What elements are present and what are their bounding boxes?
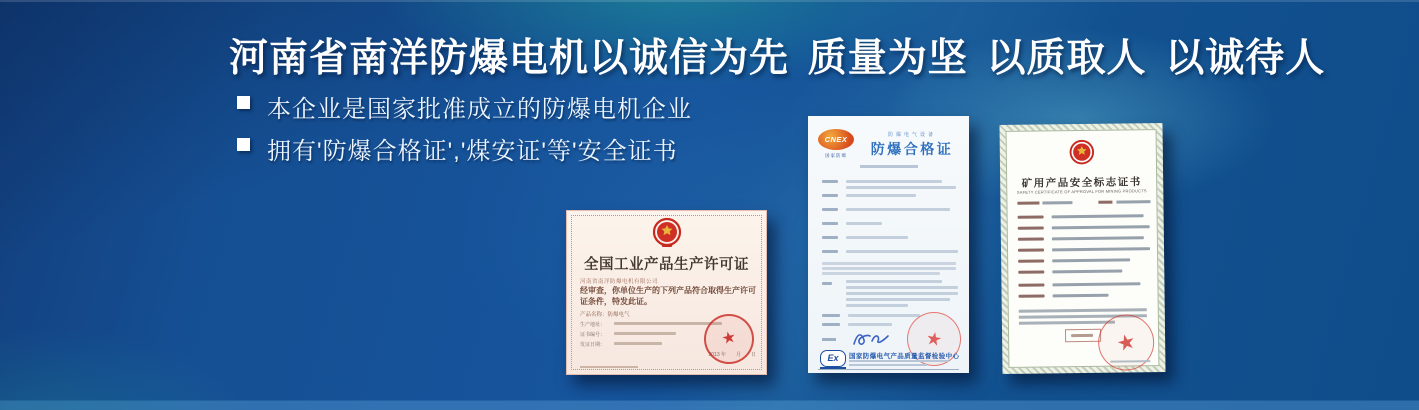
- field-value-placeholder: [846, 236, 908, 239]
- field-value-placeholder: [1052, 225, 1150, 229]
- field-label-placeholder: [822, 323, 840, 326]
- issuer-contact-placeholder: [849, 360, 949, 362]
- field-label-placeholder: [822, 236, 838, 239]
- field-label-placeholder: [1018, 270, 1044, 273]
- field-label-placeholder: [1018, 283, 1044, 286]
- note-line-placeholder: [1019, 321, 1115, 325]
- note-line-placeholder: [846, 286, 958, 289]
- field-label-placeholder: [822, 314, 840, 317]
- field-value-placeholder: [846, 194, 916, 197]
- paragraph-placeholder: [822, 262, 956, 265]
- signature-label-placeholder: [822, 338, 836, 341]
- field-value-placeholder: [1052, 270, 1122, 274]
- license-body-text: 经审查，你单位生产的下列产品符合取得生产许可证条件，特发此证。: [580, 286, 756, 307]
- ex-cert-title: 防爆合格证: [870, 143, 954, 158]
- field-value-placeholder: [1052, 247, 1150, 251]
- certificate-mining-safety: [999, 123, 1165, 374]
- field-label-placeholder: [822, 222, 838, 225]
- bullet-text: 本企业是国家批准成立的防爆电机企业: [267, 96, 692, 123]
- license-date-line: 2013 年 月 日: [708, 352, 756, 358]
- field-label-placeholder: [1018, 237, 1044, 240]
- note-line-placeholder: [846, 280, 942, 283]
- paragraph-placeholder: [822, 267, 956, 270]
- license-field-row: 证书编号：: [580, 331, 605, 338]
- national-emblem-icon: [1068, 139, 1094, 172]
- validity-value-placeholder: [1116, 200, 1150, 203]
- field-label-placeholder: [1018, 259, 1044, 262]
- field-label-placeholder: [822, 180, 838, 183]
- cnex-logo: CNEX: [818, 129, 854, 150]
- license-field-row: 生产地址：: [580, 321, 605, 328]
- license-footer-line: [580, 366, 638, 368]
- field-label-placeholder: [822, 208, 838, 211]
- note-line-placeholder: [846, 292, 958, 295]
- seal-star-icon: ★: [924, 327, 944, 351]
- field-value-placeholder: [846, 250, 958, 253]
- mining-cert-title: 矿用产品安全标志证书: [1021, 177, 1142, 190]
- issuing-authority-box: [1065, 329, 1101, 342]
- bullet-square-icon: [237, 96, 250, 109]
- license-title: 全国工业产品生产许可证: [584, 257, 749, 273]
- field-label-placeholder: [1018, 226, 1044, 229]
- seal-star-icon: ★: [1114, 328, 1139, 356]
- seal-star-icon: ★: [720, 328, 738, 349]
- banner-headline: 河南省南洋防爆电机以诚信为先 质量为坚 以质取人 以诚待人: [229, 37, 1326, 80]
- issuer-contact-placeholder: [849, 364, 927, 366]
- field-value-placeholder: [846, 208, 950, 211]
- field-label-placeholder: [1018, 248, 1044, 251]
- certificate-production-license: [566, 210, 767, 375]
- field-value-placeholder: [848, 314, 920, 317]
- note-line-placeholder: [846, 304, 908, 307]
- field-value-placeholder: [848, 323, 892, 326]
- validity-label-placeholder: [1098, 201, 1112, 204]
- issuing-authority-placeholder: [1071, 334, 1093, 337]
- field-label-placeholder: [1018, 215, 1044, 218]
- field-value-placeholder: [1052, 236, 1144, 240]
- certificate-explosion-proof: [808, 116, 969, 373]
- ex-cert-issuer: 国家防爆电气产品质量监督检验中心: [849, 353, 960, 360]
- field-value-placeholder: [1052, 258, 1130, 262]
- cert-number-label-placeholder: [1017, 202, 1039, 205]
- field-value-placeholder: [846, 222, 882, 225]
- bullet-text: 拥有'防爆合格证','煤安证'等'安全证书: [267, 138, 678, 165]
- paragraph-placeholder: [822, 272, 940, 275]
- mining-cert-inner: [1006, 129, 1160, 368]
- national-emblem-icon: [652, 217, 682, 254]
- field-label-placeholder: [822, 282, 832, 285]
- ex-mark-logo: Ex: [820, 350, 846, 367]
- ex-cert-footer-line: [818, 369, 959, 370]
- bullet-square-icon: [237, 138, 250, 151]
- ex-cert-number-placeholder: [860, 165, 918, 168]
- field-label-placeholder: [822, 250, 838, 253]
- note-line-placeholder: [846, 298, 950, 301]
- field-value-placeholder: [1053, 294, 1109, 298]
- mining-cert-red-seal: [1092, 308, 1160, 376]
- mining-cert-subtitle-en: SAFETY CERTIFICATE OF APPROVAL FOR MINING PRODUCTS: [1016, 188, 1147, 195]
- license-red-seal: [699, 309, 758, 368]
- field-value-placeholder: [1052, 282, 1140, 286]
- license-field-row: 发证日期：: [580, 341, 605, 348]
- cert-number-value-placeholder: [1042, 201, 1072, 204]
- field-label-placeholder: [822, 194, 838, 197]
- license-company: 河南省南洋防爆电机有限公司: [580, 279, 659, 285]
- field-value-placeholder: [846, 186, 956, 189]
- field-value-placeholder: [846, 180, 942, 183]
- ex-cert-device-type: 防爆电气设备: [887, 132, 936, 138]
- cnex-logo-caption: 国家防爆: [825, 153, 847, 158]
- field-label-placeholder: [1019, 294, 1045, 297]
- note-line-placeholder: [1019, 308, 1147, 312]
- field-value-placeholder: [1052, 214, 1144, 218]
- license-product-line: 产品名称：防爆电气: [580, 312, 630, 318]
